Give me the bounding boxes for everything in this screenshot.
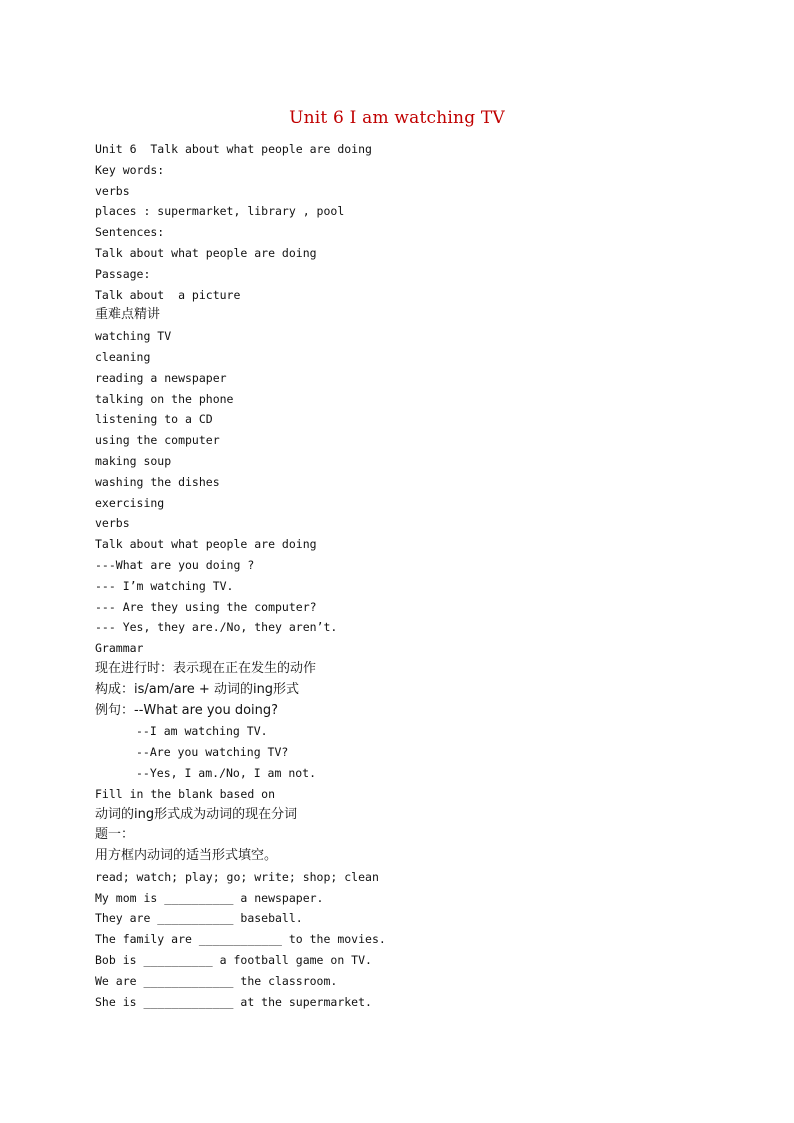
text-line: Talk about what people are doing <box>95 245 317 260</box>
exercise-item: The family are ____________ to the movies. <box>95 932 386 947</box>
text-line: using the computer <box>95 433 220 448</box>
text-line: Grammar <box>95 641 144 656</box>
example-line: 例句：--What are you doing? <box>95 702 279 718</box>
document-title: Unit 6 I am watching TV <box>289 108 505 128</box>
text-line: verbs <box>95 516 130 531</box>
exercise-item: Bob is __________ a football game on TV. <box>95 953 372 968</box>
text-line: talking on the phone <box>95 391 234 406</box>
exercise-item: My mom is __________ a newspaper. <box>95 890 324 905</box>
grammar-structure: 构成：is/am/are + 动词的ing形式 <box>95 681 300 697</box>
text-line: washing the dishes <box>95 474 220 489</box>
text-line: Fill in the blank based on <box>95 786 276 801</box>
document-body <box>95 139 735 1012</box>
example-line: --I am watching TV. <box>136 724 268 739</box>
exercise-item: They are ___________ baseball. <box>95 911 303 926</box>
word-box: read; watch; play; go; write; shop; clean <box>95 869 379 884</box>
text-line: --- I’m watching TV. <box>95 578 234 593</box>
text-line: ---What are you doing ? <box>95 557 255 572</box>
exercise-heading: 题一： <box>95 827 135 843</box>
text-line: Unit 6 Talk about what people are doing <box>95 142 372 156</box>
text-line: reading a newspaper <box>95 370 227 385</box>
text-line: cleaning <box>95 349 151 364</box>
text-line: listening to a CD <box>95 412 213 427</box>
text-line: Passage: <box>95 266 151 281</box>
text-line: Talk about a picture <box>95 287 241 302</box>
text-line: --- Are they using the computer? <box>95 599 317 614</box>
grammar-definition: 现在进行时：表示现在正在发生的动作 <box>95 660 317 676</box>
example-line: --Are you watching TV? <box>136 745 289 760</box>
text-line: Talk about what people are doing <box>95 537 317 552</box>
text-line: verbs <box>95 183 130 198</box>
text-line: watching TV <box>95 329 172 344</box>
text-line: 动词的ing形式成为动词的现在分词 <box>95 806 298 822</box>
example-line: --Yes, I am./No, I am not. <box>136 765 317 780</box>
text-line: making soup <box>95 453 172 468</box>
text-line: exercising <box>95 495 165 510</box>
exercise-instruction: 用方框内动词的适当形式填空。 <box>95 848 278 864</box>
text-line: places : supermarket, library , pool <box>95 204 345 219</box>
text-line: Key words: <box>95 162 165 177</box>
exercise-item: We are _____________ the classroom. <box>95 973 338 988</box>
section-heading: 重难点精讲 <box>95 307 161 323</box>
text-line: --- Yes, they are./No, they aren’t. <box>95 620 338 635</box>
text-line: Sentences: <box>95 225 165 240</box>
exercise-item: She is _____________ at the supermarket. <box>95 994 372 1009</box>
